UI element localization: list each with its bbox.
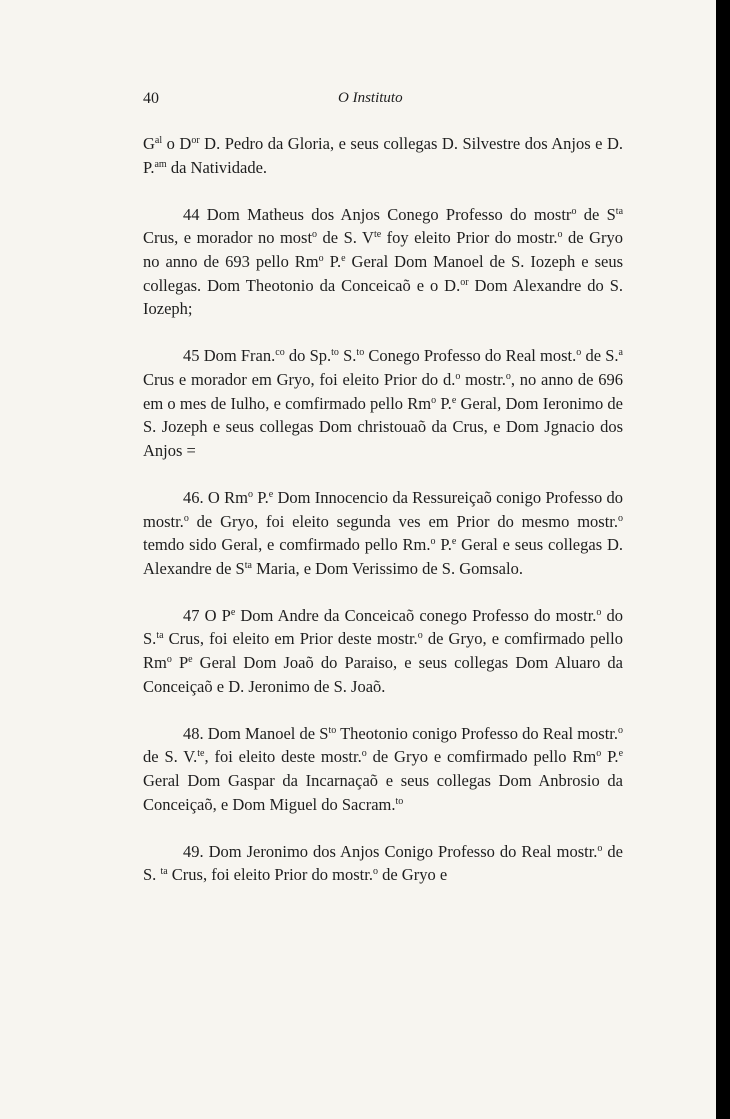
paragraph-44: 44 Dom Matheus dos Anjos Conego Professo do mostr$^o$ de $S^{ta}$ Crus, e morador no most$^o$ de S. $V^{te}$ foy eleito Prior do mostr.$^o$ de Gryo no anno de 693 pello Rm$^o$ P.$^e$ Geral Dom Manoel de S. Iozeph e seus collegas. Dom Theotonio da Conceicaõ e o D.$^{or}$ Dom Alexandre do S. Iozeph; — [143, 204, 624, 319]
paragraph-48: 48. Dom Manoel de $S^{to}$ Theotonio conigo Professo do Real mostr.$^o$ de S. V.$^{te}$, foi eleito deste mostr.$^o$ de Gryo e comfirmado pello Rm$^o$ P.$^e$ Geral Dom Gaspar da Incarnaçaõ e seus collegas Dom Anbrosio da Conceiçaõ, e Dom Miguel do Sacram.$^{to}$ — [143, 723, 624, 814]
running-head: O Instituto — [338, 90, 403, 106]
body-text — [143, 132, 623, 887]
paragraph-49: 49. Dom Jeronimo dos Anjos Conigo Professo do Real mostr.$^o$ de S. $^{ta}$ Crus, foi eleito Prior do mostr.$^o$ de Gryo e — [143, 841, 623, 885]
page-header — [143, 90, 623, 114]
paragraph-46: 46. O Rm$^o$ P.$^e$ Dom Innocencio da Ressureiçaõ conigo Professo do mostr.$^o$ de Gryo, foi eleito segunda ves em Prior do mesmo mostr.$^o$ temdo sido Geral, e comfirmado pello Rm.$^o$ P.$^e$ Geral e seus collegas D. Alexandre de $S^{ta}$ Maria, e Dom Verissimo de S. Gomsalo. — [143, 487, 624, 578]
scan-edge-border — [716, 0, 730, 1119]
paragraph-47: 47 O $P^e$ Dom Andre da Conceicaõ conego Professo do mostr.$^o$ do S.$^{ta}$ Crus, foi eleito em Prior deste mostr.$^o$ de Gryo, e comfirmado pello Rm$^o$ $P^e$ Geral Dom Joaõ do Paraiso, e seus collegas Dom Aluaro da Conceiçaõ e D. Jeronimo de S. Joaõ. — [143, 605, 624, 696]
paragraph-continued: $G^{al}$ o $D^{or}$ D. Pedro da Gloria, e seus collegas D. Silvestre dos Anjos e D. P.$^{am}$ da Natividade. — [143, 134, 624, 177]
paragraph-45: 45 Dom Fran.$^{co}$ do Sp.$^{to}$ S.$^{to}$ Conego Professo do Real most.$^o$ de S.$^a$ Crus e morador em Gryo, foi eleito Prior do d.$^o$ mostr.$^o$, no anno de 696 em o mes de Iulho, e comfirmado pello Rm$^o$ P.$^e$ Geral, Dom Ieronimo de S. Jozeph e seus collegas Dom christouaõ da Crus, e Dom Jgnacio dos Anjos = — [143, 346, 623, 460]
page-number: 40 — [143, 90, 159, 107]
